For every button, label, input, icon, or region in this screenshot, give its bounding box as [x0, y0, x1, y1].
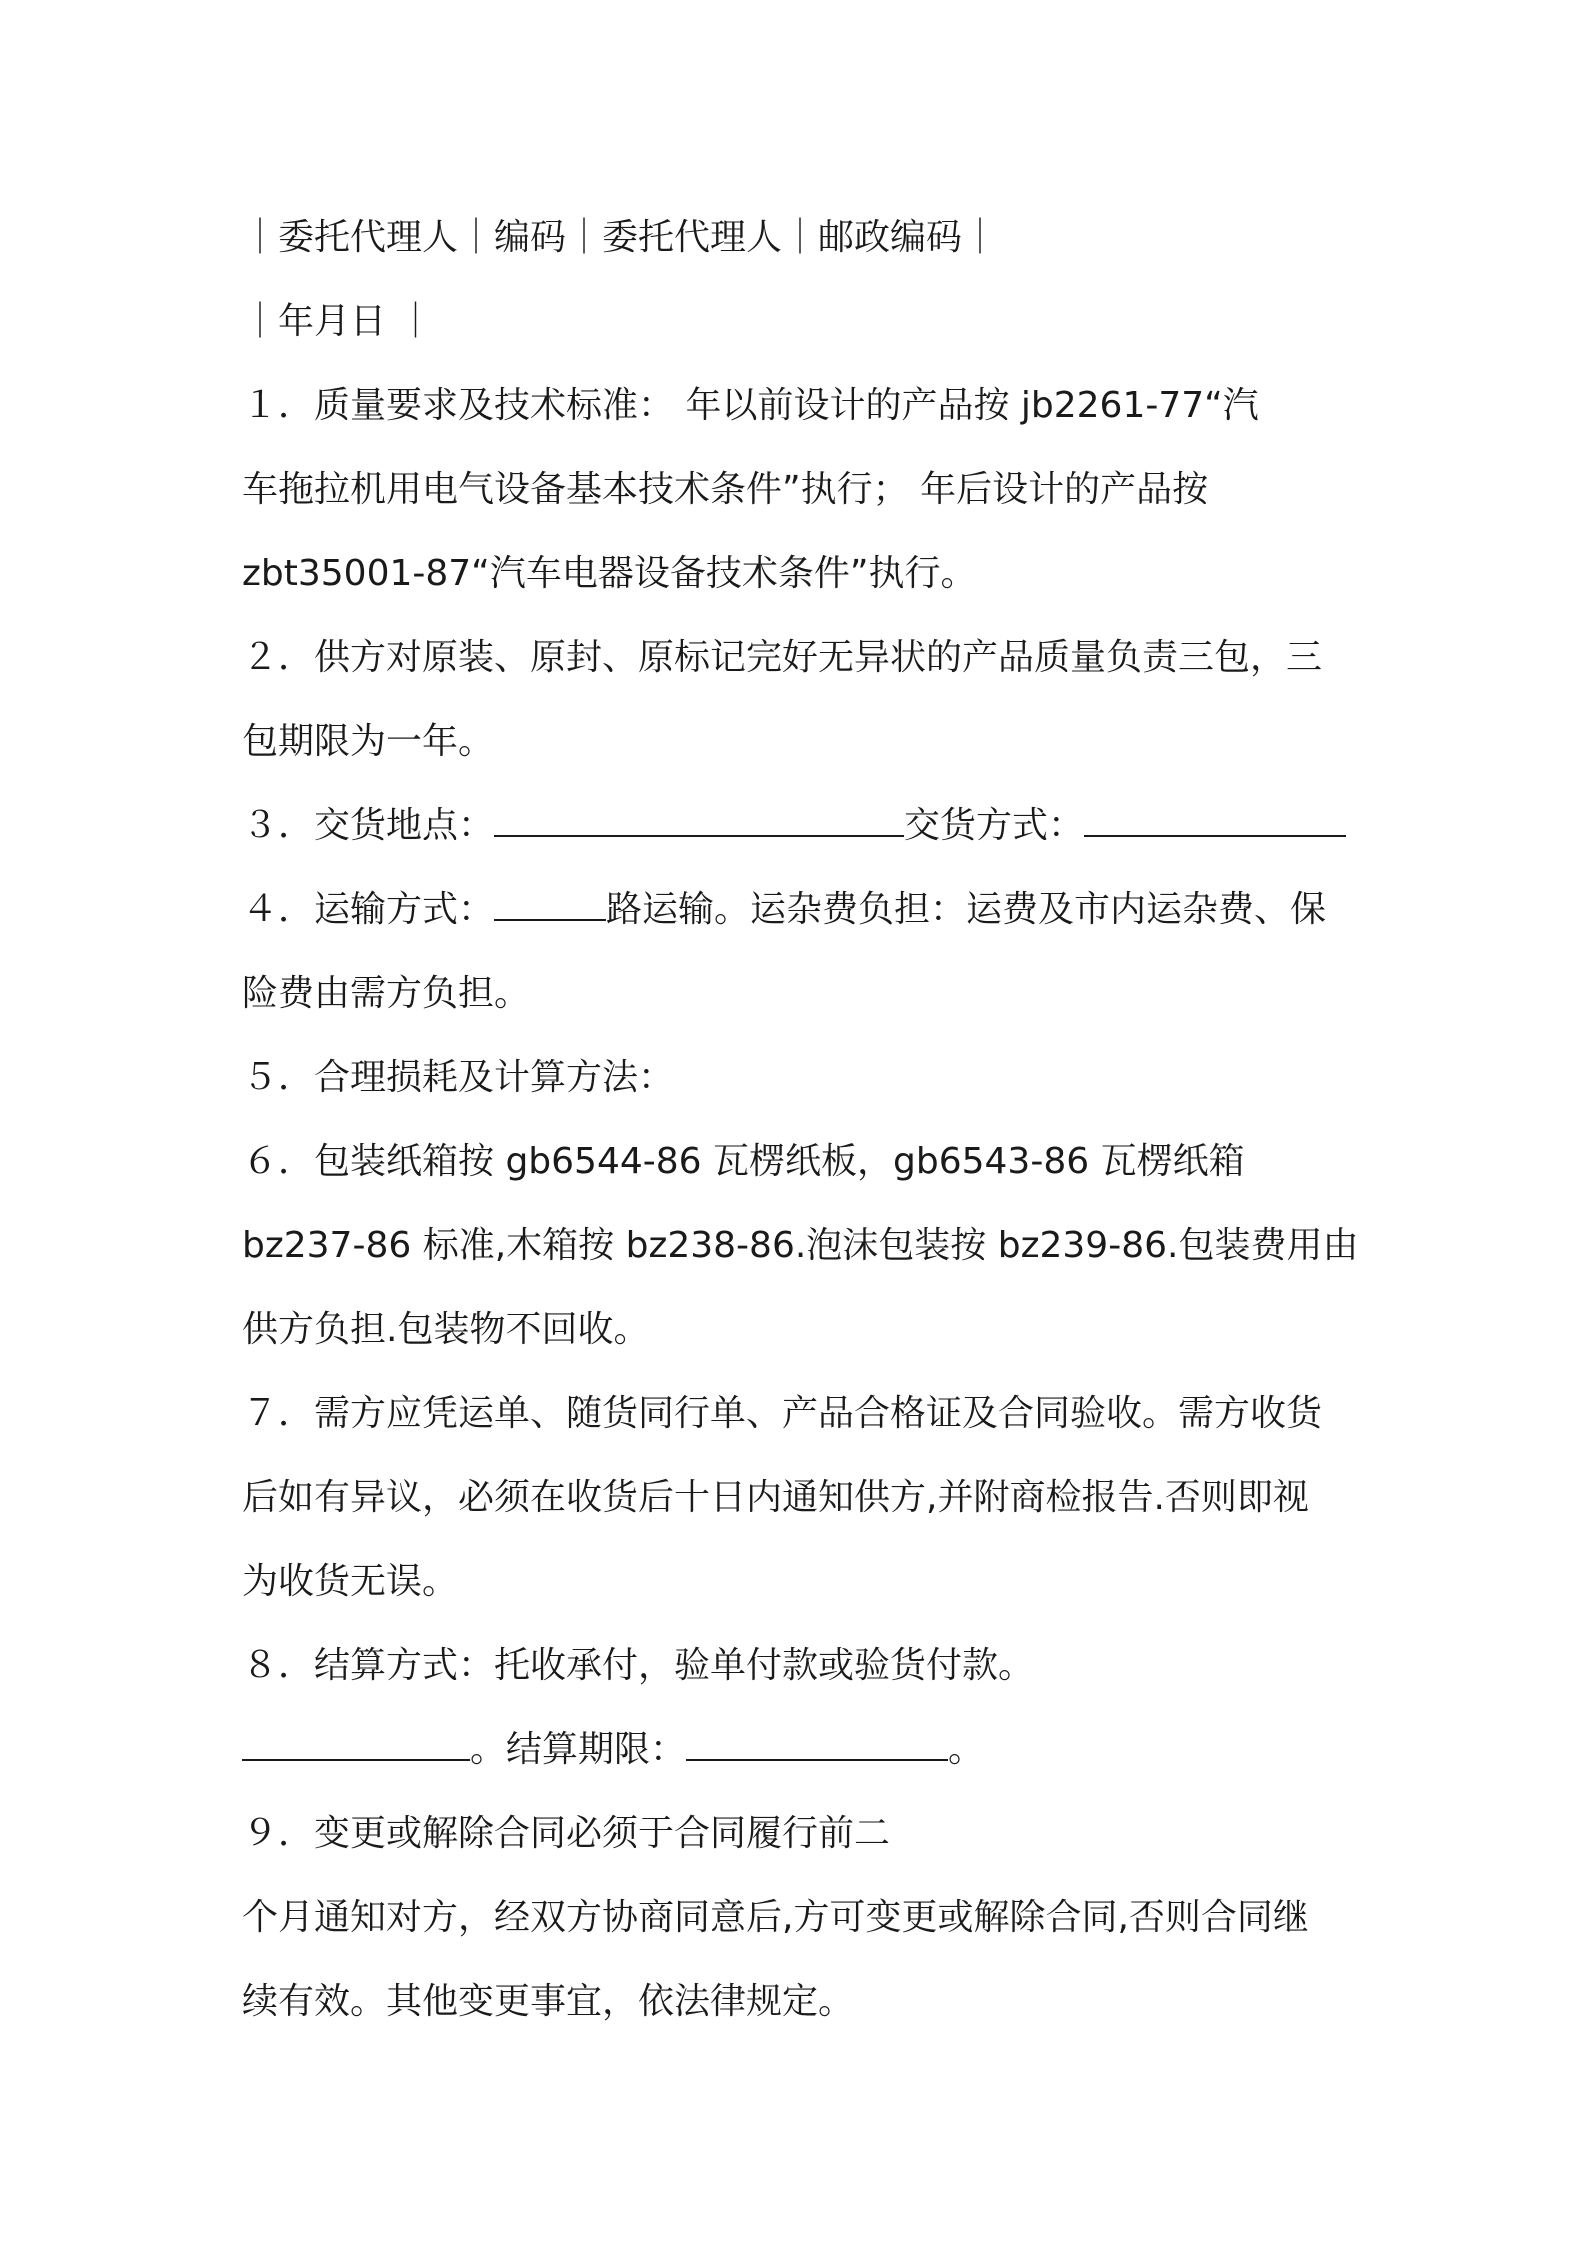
clause-3 — [242, 784, 1362, 868]
transport-text: 路运输。运杂费负担：运费及市内运杂费、保 — [606, 889, 1327, 930]
settlement-term-blank — [686, 1719, 948, 1761]
clause-6-line-1: ６．包装纸箱按 gb6544-86 瓦楞纸板，gb6543-86 瓦楞纸箱 — [242, 1141, 1245, 1182]
contract-page — [242, 196, 1362, 2044]
agent-table-header: ｜委托代理人｜编码｜委托代理人｜邮政编码｜ — [242, 217, 999, 258]
clause-6-line-2: bz237-86 标准,木箱按 bz238-86.泡沫包装按 bz239-86.包装费用由 — [242, 1225, 1359, 1266]
clause-6-line-3: 供方负担.包装物不回收。 — [242, 1309, 650, 1350]
clause-1-line-3: zbt35001-87“汽车电器设备技术条件”执行。 — [242, 553, 977, 594]
transport-blank — [494, 879, 606, 921]
settlement-blank — [242, 1719, 470, 1761]
clause-7-line-1: ７．需方应凭运单、随货同行单、产品合格证及合同验收。需方收货 — [242, 1393, 1323, 1434]
settlement-term-label: 。结算期限： — [470, 1729, 687, 1770]
clause-8-line-2 — [242, 1708, 1362, 1792]
clause-9-line-2: 个月通知对方，经双方协商同意后,方可变更或解除合同,否则合同继 — [242, 1897, 1309, 1938]
delivery-place-blank — [494, 795, 904, 837]
settlement-end: 。 — [948, 1729, 985, 1770]
clause-1-line-1: １．质量要求及技术标准： 年以前设计的产品按 jb2261-77“汽 — [242, 385, 1259, 426]
clause-1-line-2: 车拖拉机用电气设备基本技术条件”执行； 年后设计的产品按 — [242, 469, 1209, 510]
clause-2-line-1: ２．供方对原装、原封、原标记完好无异状的产品质量负责三包，三 — [242, 637, 1323, 678]
clause-9-line-3: 续有效。其他变更事宜，依法律规定。 — [242, 1981, 855, 2022]
clause-5: ５．合理损耗及计算方法： — [242, 1057, 675, 1098]
transport-label: ４．运输方式： — [242, 889, 495, 930]
delivery-method-blank — [1084, 795, 1346, 837]
clause-7-line-3: 为收货无误。 — [242, 1561, 459, 1602]
clause-2-line-2: 包期限为一年。 — [242, 721, 495, 762]
date-cell: ｜年月日 ｜ — [242, 301, 434, 342]
delivery-method-label: 交货方式： — [904, 805, 1085, 846]
delivery-place-label: ３．交货地点： — [242, 805, 495, 846]
clause-8-line-1: ８．结算方式：托收承付，验单付款或验货付款。 — [242, 1645, 1035, 1686]
clause-4-line-2: 险费由需方负担。 — [242, 973, 531, 1014]
clause-4-line-1 — [242, 868, 1362, 952]
clause-7-line-2: 后如有异议，必须在收货后十日内通知供方,并附商检报告.否则即视 — [242, 1477, 1309, 1518]
clause-9-line-1: ９．变更或解除合同必须于合同履行前二 — [242, 1813, 891, 1854]
